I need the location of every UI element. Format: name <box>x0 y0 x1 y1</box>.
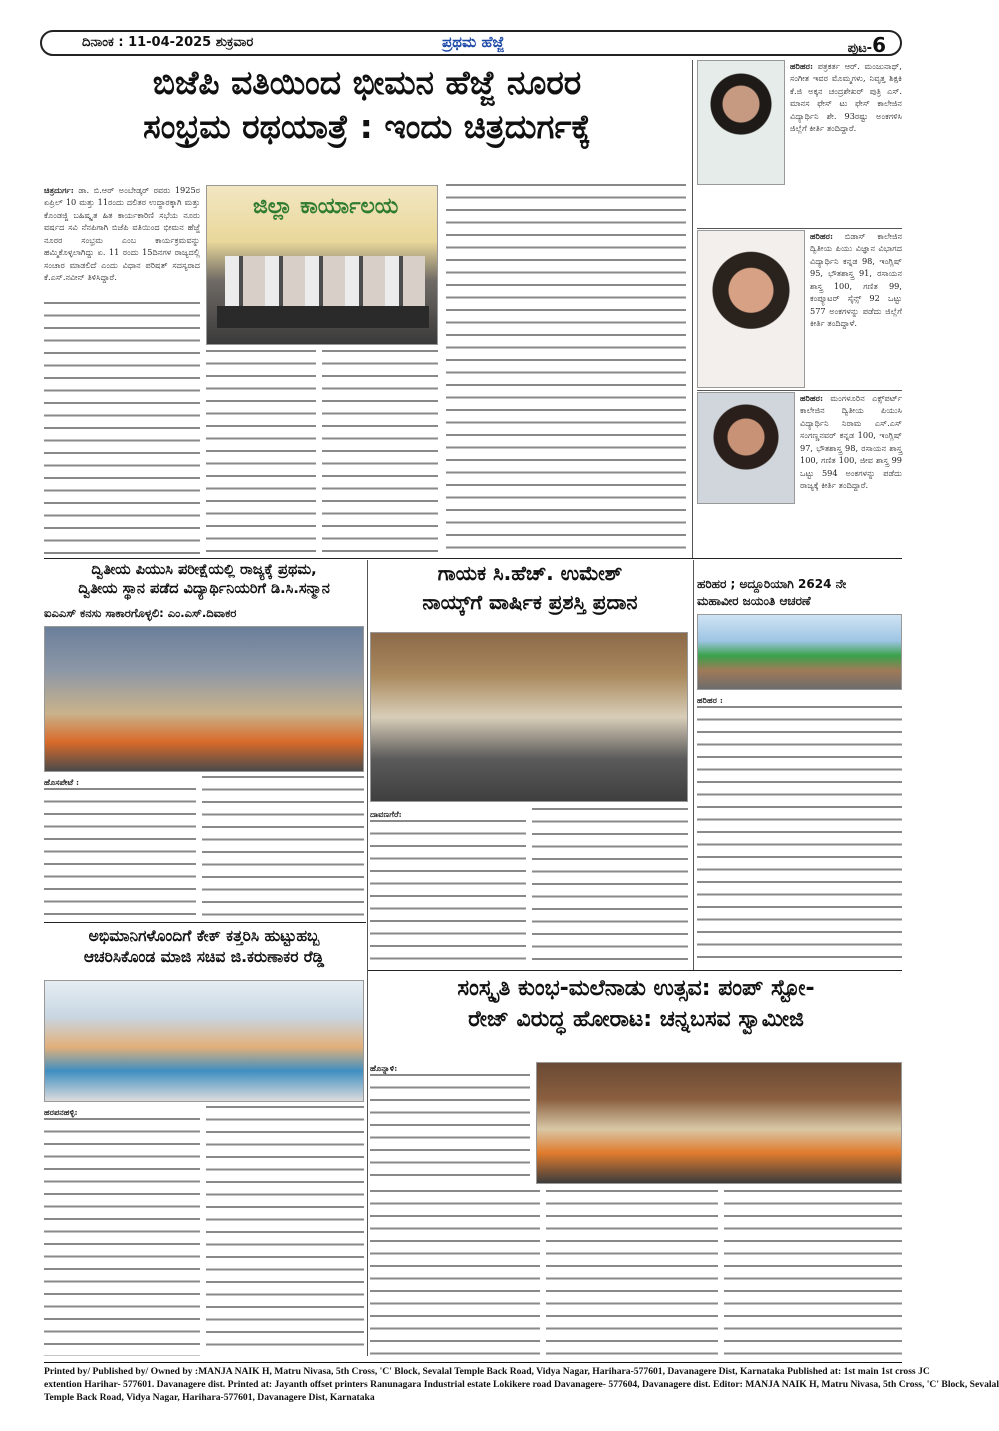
paper-name: ಪ್ರಥಮ ಹೆಜ್ಜೆ <box>442 33 505 51</box>
imprint-footer: Printed by/ Published by/ Owned by :MANJA NAIK H, Matru Nivasa, 5th Cross, 'C' Block, Sevalal Temple Back Road, Vidya Nagar, Harihara-577601, Davanagere Dist, Karnataka Published at: 1st main 1st cross JC extention Harihar- 577601. Davanagere dist. Printed at: Jayanth offset printers Ranunagara Industrial estate Lokikere road Davanagere- 577604, Davanagere dist. Editor: MANJA NAIK H, Matru Nivasa, 5th Cross, 'C' Block, Sevalal Temple Back Road, Vidya Nagar, Harihara-577601, Davanagere Dist, Karnataka <box>44 1362 902 1405</box>
story5-headline: ಅಭಿಮಾನಿಗಳೊಂದಿಗೆ ಕೇಕ್ ಕತ್ತರಿಸಿ ಹುಟ್ಟುಹಬ್ಬ ಆಚರಿಸಿಕೊಂಡ ಮಾಜಿ ಸಚಿವ ಜಿ.ಕರುಣಾಕರ ರೆಡ್ಡಿ <box>83 927 325 966</box>
issue-date: ದಿನಾಂಕ : 11-04-2025 ಶುಕ್ರವಾರ <box>82 35 254 50</box>
story3-body-col1: ದಾವಣಗೆರೆ: <box>370 808 526 968</box>
story1-body-col4 <box>446 184 686 554</box>
story1-headline: ಬಿಜೆಪಿ ವತಿಯಿಂದ ಭೀಮನ ಹೆಜ್ಜೆ ನೂರರ ಸಂಭ್ರಮ ರಥಯಾತ್ರೆ : ಇಂದು ಚಿತ್ರದುರ್ಗಕ್ಕೆ <box>143 63 591 146</box>
story2-body-col2 <box>202 776 364 920</box>
story2-subhead: ಐಎಎಸ್ ಕನಸು ಸಾಕಾರಗೊಳ್ಳಲಿ: ಎಂ.ಎಸ್.ದಿವಾಕರ <box>44 606 237 620</box>
story2-body-col1: ಹೊಸಪೇಟೆ : <box>44 776 196 920</box>
story4-body: ಹರಿಹರ : <box>697 694 902 968</box>
story6-headline: ಸಂಸ್ಕೃತಿ ಕುಂಭ-ಮಲೆನಾಡು ಉತ್ಸವ: ಪಂಪ್ ಸ್ಟೋ- ರೇಜ್ ವಿರುದ್ಧ ಹೋರಾಟ: ಚನ್ನಬಸವ ಸ್ವಾಮೀಜಿ <box>457 976 815 1033</box>
story6-event-photo <box>536 1062 902 1184</box>
story2-headline: ದ್ವಿತೀಯ ಪಿಯುಸಿ ಪರೀಕ್ಷೆಯಲ್ಲಿ ರಾಜ್ಯಕ್ಕೆ ಪ್ರಥಮ, ದ್ವಿತೀಯ ಸ್ಥಾನ ಪಡೆದ ವಿದ್ಯಾರ್ಥಿನಿಯರಿಗೆ ಡಿ.ಸಿ.ಸನ್ಮಾನ <box>78 562 330 597</box>
student-photo-3 <box>697 392 795 504</box>
student-profile-2: ಹರಿಹರ: ಬಿಡಾಸ್ ಕಾಲೇಜಿನ ದ್ವಿತೀಯ ಪಿಯು ವಿಜ್ಞಾನ ವಿಭಾಗದ ವಿದ್ಯಾರ್ಥಿನಿ ಕನ್ನಡ 98, ಇಂಗ್ಲಿಷ್ 95, ಭೌತಶಾಸ್ತ್ರ 91, ರಸಾಯನ ಶಾಸ್ತ್ರ 100, ಗಣಿತ 99, ಕಂಪ್ಯೂಟರ್ ಸೈನ್ಸ್ 92 ಒಟ್ಟು 577 ಅಂಕಗಳನ್ನು ಪಡೆದು ಜಿಲ್ಲೆಗೆ ಕೀರ್ತಿ ತಂದಿದ್ದಾಳೆ. <box>810 231 902 329</box>
student-profile-3: ಹರಿಹರ: ಮಂಗಳೂರಿನ ಎಕ್ಸ್‌ಪರ್ಟ್ ಕಾಲೇಜಿನ ದ್ವಿತೀಯ ಪಿಯುಸಿ ವಿದ್ಯಾರ್ಥಿನಿ ನಿರಾಮ ಎಸ್.ಎಸ್ ಸಂಗಣ್ಣನವರ್ ಕನ್ನಡ 100, ಇಂಗ್ಲಿಷ್ 97, ಭೌತಶಾಸ್ತ್ರ 98, ರಸಾಯನ ಶಾಸ್ತ್ರ 100, ಗಣಿತ 100, ಜೀವ ಶಾಸ್ತ್ರ 99 ಒಟ್ಟು 594 ಅಂಕಗಳನ್ನು ಪಡೆದು ರಾಜ್ಯಕ್ಕೆ ಕೀರ್ತಿ ತಂದಿದ್ದಾರೆ. <box>800 393 903 491</box>
story2-felicitation-photo <box>44 626 364 772</box>
story4-headline: ಹರಿಹರ ; ಅದ್ದೂರಿಯಾಗಿ 2624 ನೇ ಮಹಾವೀರ ಜಯಂತಿ ಆಚರಣೆ <box>697 577 847 608</box>
story1-body-col3 <box>322 350 438 555</box>
story1-body-col2 <box>206 350 316 555</box>
story6-body-col3 <box>546 1190 718 1356</box>
page-number: ಪುಟ-6 <box>847 33 886 57</box>
story3-headline: ಗಾಯಕ ಸಿ.ಹೆಚ್. ಉಮೇಶ್ ನಾಯ್ಕ್‌ಗೆ ವಾರ್ಷಿಕ ಪ್ರಶಸ್ತಿ ಪ್ರದಾನ <box>422 561 638 614</box>
story3-body-col2 <box>532 808 688 968</box>
masthead <box>40 30 902 56</box>
student-photo-1 <box>697 60 785 185</box>
story6-body-col1: ಹೊನ್ನಾಳಿ: <box>370 1062 530 1184</box>
story1-press-meet-photo: ಜಿಲ್ಲಾ ಕಾರ್ಯಾಲಯ <box>206 185 438 345</box>
story1-body-col1: ಚಿತ್ರದುರ್ಗ: ಡಾ. ಬಿ.ಆರ್ ಅಂಬೇಡ್ಕರ್ ರವರು 1925ರ ಏಪ್ರಿಲ್ 10 ಮತ್ತು 11ರಂದು ದಲಿತರ ಉದ್ಧಾರಕ್ಕಾಗಿ ಮತ್ತು ಕೊಂಡಜ್ಜಿ ಬಹಿಷ್ಕೃತ ಹಿತ ಕಾರ್ಯಕಾರಿಣಿ ಸಭೆಯ ನೂರು ವರ್ಷದ ಸವಿ ನೆನಪಿಗಾಗಿ ಬಿಜೆಪಿ ವತಿಯಿಂದ ಭೀಮನ ಹೆಜ್ಜೆ ನೂರರ ಸಂಭ್ರಮ ಎಂಬ ಕಾರ್ಯಕ್ರಮವನ್ನು ಹಮ್ಮಿಕೊಳ್ಳಲಾಗಿದ್ದು ಏ. 11 ರಂದು 15ದಿನಗಳ ರಾಜ್ಯದಲ್ಲಿ ಸಂಚಾರ ಮಾಡಲಿದೆ ಎಂದು ವಿಧಾನ ಪರಿಷತ್ ಸದಸ್ಯರಾದ ಕೆ.ಎಸ್.ನವೀನ್ ತಿಳಿಸಿದ್ದಾರೆ. <box>44 184 200 554</box>
story6-body-col2 <box>370 1190 540 1356</box>
story5-body-col2 <box>206 1106 364 1356</box>
student-photo-2 <box>697 230 805 388</box>
story3-award-photo <box>370 632 688 802</box>
student-profile-1: ಹರಿಹರ: ಪತ್ರಕರ್ತ ಆರ್. ಮಂಜುನಾಥ್, ಸಂಗೀತ ಇವರ ಮೊಮ್ಮಗಳು, ನಿವೃತ್ತ ಶಿಕ್ಷಕಿ ಕೆ.ಜಿ ಅಕ್ಕನ ಚಂದ್ರಶೇಖರ್ ಪುತ್ರಿ ಎಸ್. ಮಾನಸ ಫೇಸ್ ಟು ಫೇಸ್ ಕಾಲೇಜಿನ ವಿದ್ಯಾರ್ಥಿನಿ ಶೇ. 93ರಷ್ಟು ಅಂಕಗಳಿಸಿ ಜಿಲ್ಲೆಗೆ ಕೀರ್ತಿ ತಂದಿದ್ದಾರೆ. <box>790 61 902 134</box>
story5-body-col1: ಹರಪನಹಳ್ಳಿ: <box>44 1106 200 1356</box>
story6-body-col4 <box>724 1190 902 1356</box>
story5-birthday-photo <box>44 980 364 1102</box>
story4-procession-photo <box>697 614 902 690</box>
